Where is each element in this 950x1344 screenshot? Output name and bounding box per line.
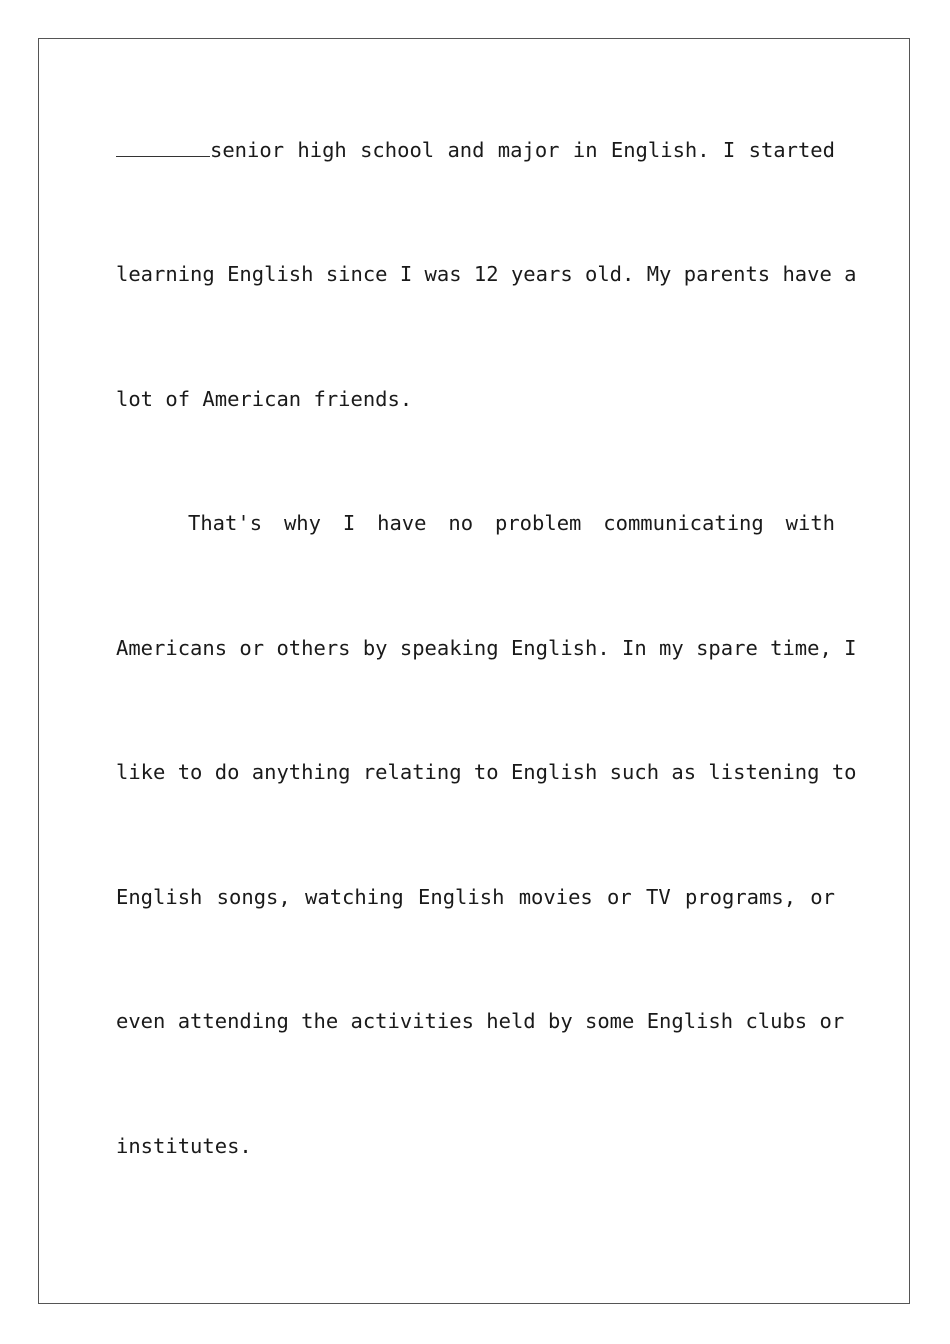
- fill-in-blank: [116, 138, 210, 157]
- page-frame: [38, 38, 910, 1304]
- paragraph-line-1: [116, 137, 835, 163]
- paragraph-line-2: learning English since I was 12 years old. My parents have a: [116, 262, 857, 286]
- line-1-text: senior high school and major in English. I started: [210, 138, 835, 162]
- paragraph-line-3: lot of American friends.: [116, 387, 413, 411]
- paragraph-line-5: Americans or others by speaking English. In my spare time, I: [116, 636, 857, 660]
- paragraph-line-9: institutes.: [116, 1134, 252, 1158]
- paragraph-line-6: like to do anything relating to English such as listening to: [116, 760, 857, 784]
- paragraph-line-8: even attending the activities held by some English clubs or: [116, 1009, 845, 1033]
- paragraph-line-7: English songs, watching English movies or TV programs, or: [116, 885, 835, 909]
- paragraph-line-4: That's why I have no problem communicating with: [188, 511, 835, 535]
